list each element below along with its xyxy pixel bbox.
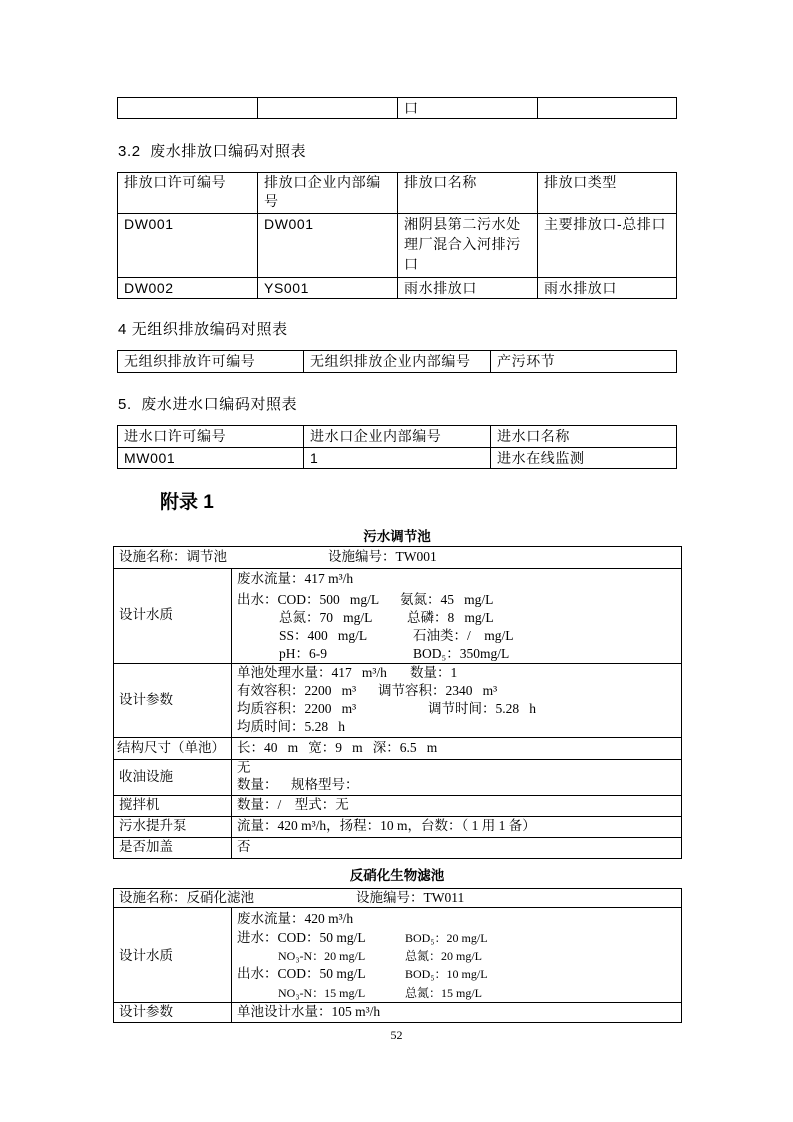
eq-quality-ammonia: 氨氮：45 mg/L — [400, 592, 494, 607]
top-table-cell-1 — [117, 97, 258, 119]
fugitive-header-process: 产污环节 — [490, 350, 677, 373]
fugitive-header-internal-code: 无组织排放企业内部编号 — [303, 350, 491, 373]
dn-quality-effluent-cod: 出水：COD：50 mg/L — [237, 966, 366, 981]
eq-quality-bod5: BOD₅：350mg/L — [413, 646, 510, 661]
outlet-header-permit-code: 排放口许可编号 — [117, 172, 258, 214]
outlet-row-1-internal-code: DW001 — [257, 213, 398, 278]
eq-params-unit-flow: 单池处理水量：417 m³/h — [237, 665, 387, 680]
eq-pump-value: 流量：420 m³/h，扬程：10 m，台数：（ 1 用 1 备） — [237, 818, 536, 833]
eq-quality-total-phosphorus: 总磷：8 mg/L — [407, 610, 494, 625]
eq-params-homogenizing-time: 均质时间：5.28 h — [237, 719, 345, 734]
dn-facility-name: 设施名称：反硝化滤池 — [119, 890, 254, 905]
outlet-row-2-type: 雨水排放口 — [537, 277, 677, 299]
eq-quality-label: 设计水质 — [119, 607, 173, 622]
dn-quality-influent-tn: 总氮：20 mg/L — [405, 949, 482, 963]
dn-quality-influent-cod: 进水：COD：50 mg/L — [237, 930, 366, 945]
outlet-row-1-type: 主要排放口-总排口 — [537, 213, 677, 278]
dn-facility-code: 设施编号：TW011 — [356, 890, 465, 905]
eq-quality-oil: 石油类：/ mg/L — [413, 628, 514, 643]
top-table-cell-4 — [537, 97, 677, 119]
dn-params-unit-flow: 单池设计水量：105 m³/h — [237, 1004, 381, 1019]
top-table-cell-2 — [257, 97, 398, 119]
eq-quality-effluent-cod: 出水：COD：500 mg/L — [237, 592, 380, 607]
dn-params-label: 设计参数 — [119, 1004, 173, 1019]
eq-params-homogenizing-volume: 均质容积：2200 m³ — [237, 701, 357, 716]
eq-quality-ss: SS：400 mg/L — [279, 628, 368, 643]
dn-quality-effluent-tn: 总氮：15 mg/L — [405, 986, 482, 1000]
outlet-header-name: 排放口名称 — [397, 172, 538, 214]
dn-quality-effluent-bod5: BOD₅：10 mg/L — [405, 967, 488, 981]
top-table-cell-3: 口 — [397, 97, 538, 119]
inlet-header-internal-code: 进水口企业内部编号 — [303, 425, 491, 448]
dn-quality-label: 设计水质 — [119, 948, 173, 963]
eq-params-regulating-volume: 调节容积：2340 m³ — [378, 683, 498, 698]
eq-mixer-value: 数量：/ 型式：无 — [237, 797, 349, 812]
equalization-tank-caption: 污水调节池 — [363, 529, 431, 544]
page-number: 52 — [390, 1028, 403, 1042]
eq-covered-value: 否 — [237, 839, 251, 854]
dn-quality-influent-no3n: NO₃-N：20 mg/L — [278, 949, 366, 963]
fugitive-header-permit-code: 无组织排放许可编号 — [117, 350, 304, 373]
eq-quality-total-nitrogen: 总氮：70 mg/L — [279, 610, 373, 625]
outlet-row-1-permit-code: DW001 — [117, 213, 258, 278]
outlet-table-heading: 3.2 废水排放口编码对照表 — [118, 143, 307, 160]
eq-structure-label: 结构尺寸（单池） — [117, 740, 225, 755]
eq-facility-code: 设施编号：TW001 — [328, 549, 437, 564]
inlet-row-1-name: 进水在线监测 — [490, 447, 677, 469]
eq-params-effective-volume: 有效容积：2200 m³ — [237, 683, 357, 698]
eq-mixer-label: 搅拌机 — [119, 797, 160, 812]
eq-oil-detail: 数量： 规格型号： — [237, 777, 359, 792]
eq-quality-flow: 废水流量：417 m³/h — [237, 571, 354, 586]
denitrification-filter-caption: 反硝化生物滤池 — [349, 868, 445, 883]
eq-oil-label: 收油设施 — [119, 769, 173, 784]
fugitive-table-heading: 4 无组织排放编码对照表 — [118, 321, 288, 338]
inlet-row-1-internal-code: 1 — [303, 447, 491, 469]
eq-facility-name: 设施名称：调节池 — [119, 549, 227, 564]
eq-quality-ph: pH：6-9 — [279, 646, 327, 661]
eq-cell-covered-value — [231, 837, 682, 859]
eq-pump-label: 污水提升泵 — [119, 818, 187, 833]
inlet-header-permit-code: 进水口许可编号 — [117, 425, 304, 448]
dn-quality-flow: 废水流量：420 m³/h — [237, 911, 354, 926]
appendix-title: 附录 1 — [160, 492, 214, 513]
eq-structure-value: 长：40 m 宽：9 m 深：6.5 m — [237, 740, 438, 755]
inlet-header-name: 进水口名称 — [490, 425, 677, 448]
eq-params-count: 数量：1 — [410, 665, 458, 680]
dn-quality-influent-bod5: BOD₅：20 mg/L — [405, 931, 488, 945]
dn-quality-effluent-no3n: NO₃-N：15 mg/L — [278, 986, 366, 1000]
eq-params-regulating-time: 调节时间：5.28 h — [428, 701, 536, 716]
outlet-row-2-permit-code: DW002 — [117, 277, 258, 299]
eq-params-label: 设计参数 — [119, 692, 173, 707]
eq-covered-label: 是否加盖 — [119, 839, 173, 854]
inlet-row-1-permit-code: MW001 — [117, 447, 304, 469]
inlet-table-heading: 5. 废水进水口编码对照表 — [118, 396, 298, 413]
eq-oil-value: 无 — [237, 760, 251, 775]
outlet-row-2-internal-code: YS001 — [257, 277, 398, 299]
outlet-row-1-name: 湘阴县第二污水处理厂混合入河排污口 — [397, 213, 538, 278]
outlet-header-internal-code: 排放口企业内部编号 — [257, 172, 398, 214]
outlet-row-2-name: 雨水排放口 — [397, 277, 538, 299]
outlet-header-type: 排放口类型 — [537, 172, 677, 214]
